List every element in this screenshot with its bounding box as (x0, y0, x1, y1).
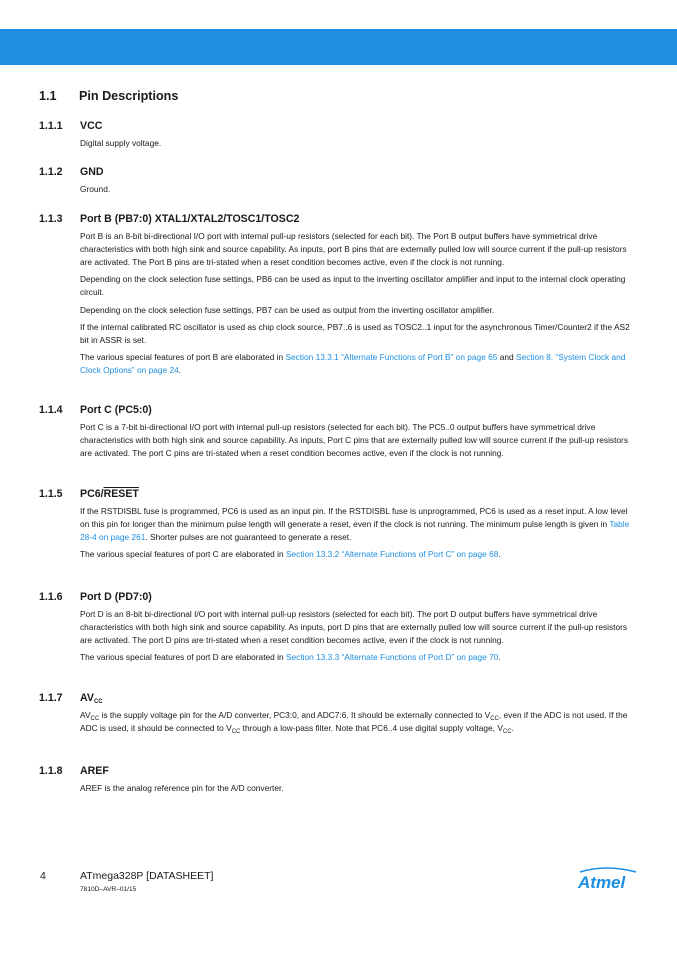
subsection-aref (39, 765, 636, 799)
subsection-number: 1.1.8 (39, 765, 63, 777)
paragraph: If the internal calibrated RC oscillator is used as chip clock source, PB7..6 is used as TOSC2..1 input for the asynchronous Timer/Counter2 if the AS2 bit in ASSR is set. (80, 321, 630, 345)
subsection-title: AV (80, 692, 94, 704)
subsection-vcc (39, 120, 636, 154)
subsection-port-b (39, 213, 636, 382)
paragraph: Digital supply voltage. (80, 138, 162, 148)
subsection-title: Port C (PC5:0) (80, 404, 152, 416)
subsection-number: 1.1.4 (39, 404, 63, 416)
paragraph: AREF is the analog reference pin for the A/D converter. (80, 783, 284, 793)
subsection-avcc: 1.1.7 $AV_{CC}$ $AV_{CC}$ is the supply voltage pin for the A/D converter, PC3:0, and ADC7:6. It should be externally connected to $V_{CC}$, even if the ADC is not used. If the ADC is used, it should be connected to $V_{CC}$ through a low-pass filter. Note that PC6..4 use digital supply voltage, $V_{CC}$. (39, 692, 636, 739)
link-port-b-functions[interactable]: Section 13.3.1 “Alternate Functions of Port B” on page 65 (285, 352, 498, 363)
subsection-number: 1.1.6 (39, 591, 63, 603)
paragraph: $AV_{CC}$ is the supply voltage pin for the A/D converter, PC3:0, and ADC7:6. It should be externally connected to $V_{CC}$, even if the ADC is not used. If the ADC is used, it should be connected to $V_{CC}$ through a low-pass filter. Note that PC6..4 use digital supply voltage, $V_{CC}$. (80, 710, 628, 735)
section-heading (39, 89, 178, 103)
subsection-gnd (39, 166, 636, 200)
section-title: Pin Descriptions (79, 89, 179, 103)
logo-text: Atmel (578, 873, 626, 892)
paragraph: The various special features of port B are elaborated in Section 13.3.1 “Alternate Functions of Port B” on page 65 and Section 8. “System Clock and Clock Options” on page 24. (80, 352, 626, 376)
paragraph: If the RSTDISBL fuse is programmed, PC6 is used as an input pin. If the RSTDISBL fuse is unprogrammed, PC6 is used as a reset input. A low level on this pin for longer than the minimum pulse length will generate a reset, even if the clock is not running. The minimum pulse length is given in Table 28-4 on page 261. Shorter pulses are not guaranteed to generate a reset. (80, 506, 630, 542)
subsection-title: PC6/ (80, 488, 104, 500)
subsection-number: 1.1.3 (39, 213, 63, 225)
subsection-title: GND (80, 166, 104, 178)
subsection-title: Port B (PB7:0) XTAL1/XTAL2/TOSC1/TOSC2 (80, 213, 300, 225)
link-table-28-4[interactable]: Table 28-4 on page 261 (80, 518, 630, 542)
paragraph: Depending on the clock selection fuse settings, PB7 can be used as output from the inverting oscillator amplifier. (80, 304, 495, 315)
subsection-number: 1.1.5 (39, 488, 63, 500)
paragraph: Depending on the clock selection fuse settings, PB6 can be used as input to the inverting oscillator amplifier and input to the internal clock operating circuit. (80, 274, 626, 298)
subsection-number: 1.1.2 (39, 166, 63, 178)
subsection-title: VCC (80, 120, 103, 132)
link-system-clock[interactable]: Section 8. “System Clock and Clock Options” on page 24 (80, 352, 626, 376)
atmel-logo (576, 866, 640, 892)
subsection-title-reset: RESET (103, 488, 139, 500)
section-number: 1.1 (39, 89, 57, 103)
subsection-title: Port D (PD7:0) (80, 591, 152, 603)
paragraph: Port C is a 7-bit bi-directional I/O port with internal pull-up resistors (selected for each bit). The PC5..0 output buffers have symmetrical drive characteristics with both high sink and source capability. As inputs, Port C pins that are externally pulled low will source current if the pull-up resistors are activated. The port C pins are tri-stated when a reset condition becomes active, even if the clock is not running. (80, 422, 629, 458)
subsection-port-d (39, 591, 636, 669)
subsection-title: AREF (80, 765, 109, 777)
link-port-c-functions[interactable]: Section 13.3.2 “Alternate Functions of Port C” on page 68 (285, 549, 499, 560)
page-number: 4 (40, 870, 46, 882)
subsection-port-c (39, 404, 636, 464)
document-code: 7810D–AVR–01/15 (80, 886, 137, 893)
paragraph: The various special features of port D are elaborated in Section 13.3.3 “Alternate Functions of Port D” on page 70. (80, 652, 501, 663)
subsection-number: 1.1.7 (39, 692, 63, 704)
link-port-d-functions[interactable]: Section 13.3.3 “Alternate Functions of Port D” on page 70 (285, 652, 499, 663)
subsection-pc6-reset (39, 488, 636, 566)
document-title: ATmega328P [DATASHEET] (80, 870, 214, 882)
header-band (0, 29, 677, 65)
paragraph: The various special features of port C are elaborated in Section 13.3.2 “Alternate Functions of Port C” on page 68. (80, 549, 501, 560)
logo-swoosh (580, 868, 636, 872)
paragraph: Port D is an 8-bit bi-directional I/O port with internal pull-up resistors (selected for each bit). The port D output buffers have symmetrical drive characteristics with both high sink and source capability. As inputs, port D pins that are externally pulled low will source current if the pull-up resistors are activated. The port D pins are tri-stated when a reset condition becomes active, even if the clock is not running. (80, 609, 628, 645)
paragraph: Port B is an 8-bit bi-directional I/O port with internal pull-up resistors (selected for each bit). The Port B output buffers have symmetrical drive characteristics with both high sink and source capability. As inputs, port B pins that are externally pulled low will source current if the pull-up resistors are activated. The Port B pins are tri-stated when a reset condition becomes active, even if the clock is not running. (80, 231, 627, 267)
subsection-number: 1.1.1 (39, 120, 63, 132)
paragraph: Ground. (80, 184, 111, 194)
